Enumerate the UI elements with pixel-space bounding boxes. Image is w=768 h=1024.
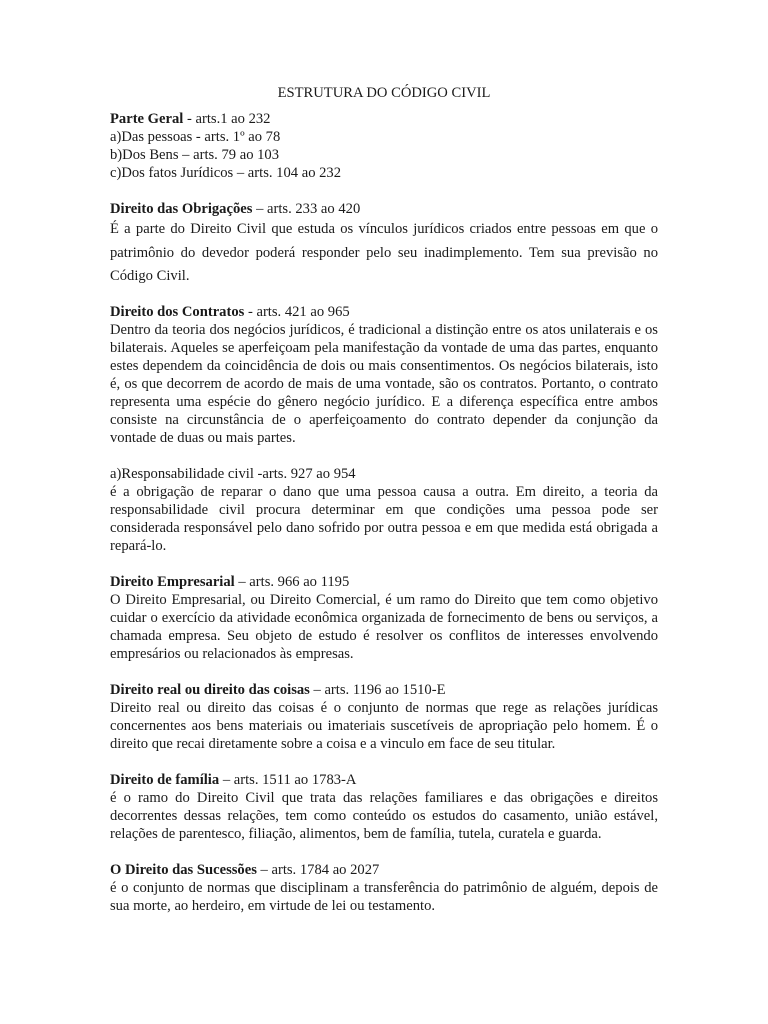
heading-range: – arts. 966 ao 1195	[234, 573, 350, 590]
section-body: é o ramo do Direito Civil que trata das relações familiares e das obrigações e direitos decorrentes dessas relações, tem como conteúdo os estudos do casamento, união estável, relações de parentesco, filiação, alimentos, bem de família, tutela, curatela e guarda.	[110, 789, 658, 842]
section-body: é a obrigação de reparar o dano que uma pessoa causa a outra. Em direito, a teoria da responsabilidade civil procura determinar em que condições uma pessoa pode ser considerada responsável pelo dano sofrido por outra pessoa e em que medida está obrigada a repará-lo.	[110, 483, 658, 554]
section-body: é o conjunto de normas que disciplinam a transferência do patrimônio de alguém, depois de sua morte, ao herdeiro, em virtude de lei ou testamento.	[110, 879, 658, 914]
heading-range: – arts. 1784 ao 2027	[256, 861, 380, 878]
section-body: É a parte do Direito Civil que estuda os vínculos jurídicos criados entre pessoas em que o patrimônio do devedor poderá responder pelo seu inadimplemento. Tem sua previsão no Código Civil.	[110, 221, 658, 284]
heading-bold: O Direito das Sucessões	[110, 861, 257, 878]
section-parte-geral	[110, 110, 658, 182]
section-heading	[110, 110, 658, 128]
section-responsabilidade	[110, 465, 658, 555]
section-sucessoes	[110, 861, 658, 915]
section-empresarial	[110, 573, 658, 663]
section-heading	[110, 573, 658, 591]
section-body: Direito real ou direito das coisas é o conjunto de normas que rege as relações jurídicas concernentes aos bens materiais ou imateriais suscetíveis de apropriação pelo homem. É o direito que recai diretamente sobre a coisa e a vinculo em face de seu titular.	[110, 699, 658, 752]
document-title: ESTRUTURA DO CÓDIGO CIVIL	[277, 85, 491, 101]
section-heading	[110, 771, 658, 789]
heading-range: – arts. 1511 ao 1783-A	[219, 771, 357, 788]
section-obrigacoes	[110, 200, 658, 289]
document-page	[110, 84, 658, 915]
heading-range: - arts. 421 ao 965	[244, 303, 350, 320]
heading-bold: Direito real ou direito das coisas	[110, 681, 310, 698]
section-body: O Direito Empresarial, ou Direito Comercial, é um ramo do Direito que tem como objetivo cuidar o exercício da atividade econômica organizada de fornecimento de bens ou serviços, a chamada empresa. Seu objeto de estudo é resolver os conflitos de interesses envolvendo empresários ou relacionados às empresas.	[110, 591, 658, 662]
section-familia	[110, 771, 658, 843]
section-heading: a)Responsabilidade civil -arts. 927 ao 954	[110, 465, 356, 482]
list-item: a)Das pessoas - arts. 1º ao 78	[110, 129, 281, 145]
heading-bold: Parte Geral	[110, 111, 184, 127]
list-item: b)Dos Bens – arts. 79 ao 103	[110, 147, 280, 163]
heading-bold: Direito das Obrigações	[110, 201, 253, 217]
heading-bold: Direito dos Contratos	[110, 303, 245, 320]
heading-range: - arts.1 ao 232	[183, 111, 271, 127]
heading-range: – arts. 233 ao 420	[252, 201, 361, 217]
section-heading	[110, 200, 658, 218]
list-item: c)Dos fatos Jurídicos – arts. 104 ao 232	[110, 165, 342, 181]
section-contratos	[110, 303, 658, 447]
heading-bold: Direito Empresarial	[110, 573, 235, 590]
heading-range: – arts. 1196 ao 1510-E	[309, 681, 446, 698]
section-body: Dentro da teoria dos negócios jurídicos, é tradicional a distinção entre os atos unilaterais e os bilaterais. Aqueles se aperfeiçoam pela manifestação da vontade de uma das partes, enquanto estes dependem da coincidência de dois ou mais consentimentos. Os negócios bilaterais, isto é, os que decorrem de acordo de mais de uma vontade, são os contratos. Portanto, o contrato representa uma espécie do gênero negócio jurídico. E a diferença específica entre ambos consiste na circunstância de o aperfeiçoamento do contrato depender da conjunção da vontade de duas ou mais partes.	[110, 321, 658, 446]
section-direito-real	[110, 681, 658, 753]
section-heading	[110, 861, 658, 879]
heading-bold: Direito de família	[110, 771, 220, 788]
section-heading	[110, 303, 658, 321]
section-heading	[110, 681, 658, 699]
